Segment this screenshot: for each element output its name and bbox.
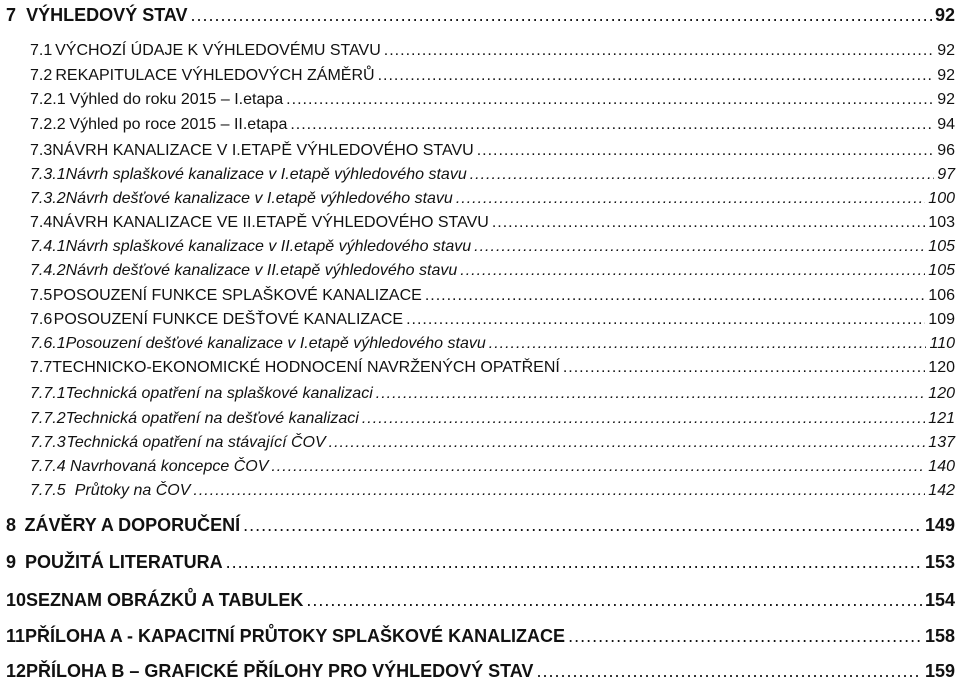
toc-entry[interactable] <box>30 191 955 207</box>
toc-entry-number: 7.2 <box>30 67 53 84</box>
toc-entry[interactable] <box>6 627 955 645</box>
toc-entry-page: 92 <box>937 91 955 108</box>
toc-entry-title: VÝHLEDOVÝ STAV <box>26 5 188 25</box>
toc-entry-title: Výhled po roce 2015 – II.etapa <box>69 116 288 133</box>
toc-entry-page: 110 <box>929 335 955 352</box>
toc-entry-number: 9 <box>6 552 17 572</box>
toc-dot-leader <box>376 386 926 402</box>
toc-entry-page: 92 <box>934 5 955 25</box>
toc-entry-page: 120 <box>928 385 955 402</box>
toc-dot-leader <box>568 627 922 645</box>
toc-entry-title: NÁVRH KANALIZACE V I.ETAPĚ VÝHLEDOVÉHO STAVU <box>52 142 474 159</box>
toc-entry-title: REKAPITULACE VÝHLEDOVÝCH ZÁMĚRŮ <box>55 67 375 84</box>
toc-entry[interactable] <box>30 360 955 376</box>
toc-entry-number: 7.4.2 <box>30 262 66 279</box>
toc-dot-leader <box>477 143 935 159</box>
toc-entry-number: 7 <box>6 5 17 25</box>
toc-entry-page: 103 <box>928 214 955 231</box>
toc-entry-title: Technická opatření na stávající ČOV <box>66 434 326 451</box>
toc-dot-leader <box>243 516 922 534</box>
toc-entry-page: 94 <box>937 116 955 133</box>
toc-dot-leader <box>378 68 935 84</box>
toc-dot-leader <box>290 117 934 133</box>
toc-dot-leader <box>456 191 925 207</box>
toc-entry[interactable] <box>30 336 955 352</box>
toc-entry-title: Návrh dešťové kanalizace v I.etapě výhledového stavu <box>65 190 453 207</box>
toc-entry-number: 7.2.2 <box>30 116 66 133</box>
toc-entry-number: 7.5 <box>30 287 53 304</box>
toc-entry-number: 7.7 <box>30 359 53 376</box>
toc-entry-number: 7.7.3 <box>30 434 66 451</box>
toc-entry-number: 7.4.1 <box>30 238 66 255</box>
toc-entry-page: 96 <box>937 142 955 159</box>
toc-dot-leader <box>563 360 925 376</box>
toc-entry-number: 8 <box>6 515 17 535</box>
toc-entry-page: 158 <box>924 626 955 646</box>
toc-dot-leader <box>193 483 925 499</box>
toc-entry-page: 106 <box>928 287 955 304</box>
toc-entry-page: 149 <box>924 515 955 535</box>
toc-dot-leader <box>460 263 925 279</box>
toc-dot-leader <box>425 288 925 304</box>
toc-entry-title: VÝCHOZÍ ÚDAJE K VÝHLEDOVÉMU STAVU <box>55 42 381 59</box>
toc-entry-number: 7.1 <box>30 42 53 59</box>
toc-entry[interactable] <box>6 591 955 609</box>
toc-entry-title: POUŽITÁ LITERATURA <box>24 552 223 572</box>
toc-entry-title: Navrhovaná koncepce ČOV <box>70 458 269 475</box>
toc-entry-number: 7.4 <box>30 214 53 231</box>
toc-entry-title: POSOUZENÍ FUNKCE SPLAŠKOVÉ KANALIZACE <box>52 287 422 304</box>
toc-entry[interactable] <box>30 263 955 279</box>
toc-entry-title: TECHNICKO-EKONOMICKÉ HODNOCENÍ NAVRŽENÝCH OPATŘENÍ <box>52 359 560 376</box>
toc-entry-page: 153 <box>924 552 955 572</box>
toc-entry-title: SEZNAM OBRÁZKŮ A TABULEK <box>26 590 304 610</box>
toc-entry[interactable] <box>30 215 955 231</box>
toc-dot-leader <box>489 336 927 352</box>
toc-dot-leader <box>226 553 922 571</box>
toc-entry[interactable] <box>6 662 955 680</box>
toc-entry[interactable] <box>30 68 955 84</box>
toc-entry-number: 11 <box>6 626 26 646</box>
toc-dot-leader <box>474 239 925 255</box>
toc-dot-leader <box>384 43 934 59</box>
toc-dot-leader <box>306 591 922 609</box>
toc-entry-page: 92 <box>937 67 955 84</box>
toc-entry[interactable] <box>30 288 955 304</box>
toc-entry-page: 97 <box>937 166 955 183</box>
toc-entry[interactable] <box>30 43 955 59</box>
toc-entry-title: Výhled do roku 2015 – I.etapa <box>69 91 284 108</box>
toc-entry-title: POSOUZENÍ FUNKCE DEŠŤOVÉ KANALIZACE <box>53 311 404 328</box>
toc-entry-title: Návrh splaškové kanalizace v I.etapě výhledového stavu <box>65 166 467 183</box>
toc-entry-title: PŘÍLOHA B – GRAFICKÉ PŘÍLOHY PRO VÝHLEDOVÝ STAV <box>26 661 534 681</box>
toc-entry[interactable] <box>30 167 955 183</box>
toc-entry[interactable] <box>30 386 955 402</box>
toc-entry-number: 12 <box>6 661 27 681</box>
toc-dot-leader <box>329 435 926 451</box>
toc-entry-title: Posouzení dešťové kanalizace v I.etapě výhledového stavu <box>65 335 486 352</box>
toc-entry-page: 121 <box>928 410 955 427</box>
toc-entry-title: ZÁVĚRY A DOPORUČENÍ <box>24 515 241 535</box>
toc-entry-page: 137 <box>928 434 955 451</box>
toc-entry-title: Návrh splaškové kanalizace v II.etapě výhledového stavu <box>65 238 472 255</box>
toc-entry-page: 109 <box>928 311 955 328</box>
toc-dot-leader <box>362 411 925 427</box>
toc-entry-number: 7.6 <box>30 311 53 328</box>
toc-entry[interactable] <box>30 92 955 108</box>
toc-entry-title: Technická opatření na dešťové kanalizaci <box>65 410 359 427</box>
toc-entry-page: 142 <box>928 482 955 499</box>
toc-entry-page: 159 <box>924 661 955 681</box>
toc-dot-leader <box>536 662 922 680</box>
toc-dot-leader <box>286 92 934 108</box>
toc-entry-number: 7.7.4 <box>30 458 66 475</box>
toc-entry[interactable] <box>6 516 955 534</box>
toc-entry-page: 154 <box>924 590 955 610</box>
toc-entry[interactable] <box>30 459 955 475</box>
toc-entry[interactable] <box>30 239 955 255</box>
toc-entry-number: 7.6.1 <box>30 335 66 352</box>
toc-dot-leader <box>271 459 925 475</box>
toc-entry-title: PŘÍLOHA A - KAPACITNÍ PRŮTOKY SPLAŠKOVÉ KANALIZACE <box>25 626 566 646</box>
toc-entry[interactable] <box>30 143 955 159</box>
toc-entry-number: 7.7.1 <box>30 385 66 402</box>
toc-dot-leader <box>191 6 932 24</box>
toc-entry-page: 105 <box>928 262 955 279</box>
toc-dot-leader <box>492 215 925 231</box>
toc-entry-page: 105 <box>928 238 955 255</box>
toc-entry-page: 100 <box>928 190 955 207</box>
toc-entry-number: 10 <box>6 590 27 610</box>
toc-entry-number: 7.7.2 <box>30 410 66 427</box>
toc-entry[interactable] <box>30 483 955 499</box>
toc-entry[interactable] <box>30 312 955 328</box>
toc-entry-number: 7.3.2 <box>30 190 66 207</box>
toc-entry-number: 7.3 <box>30 142 53 159</box>
toc-entry-page: 140 <box>928 458 955 475</box>
toc-entry-title: Průtoky na ČOV <box>74 482 191 499</box>
toc-entry[interactable] <box>6 553 955 571</box>
toc-entry-number: 7.3.1 <box>30 166 66 183</box>
toc-entry-number: 7.2.1 <box>30 91 66 108</box>
toc-entry-number: 7.7.5 <box>30 482 66 499</box>
toc-entry-page: 92 <box>937 42 955 59</box>
toc-entry[interactable] <box>30 411 955 427</box>
toc-entry[interactable] <box>30 435 955 451</box>
toc-dot-leader <box>470 167 934 183</box>
toc-entry-title: Návrh dešťové kanalizace v II.etapě výhledového stavu <box>65 262 458 279</box>
toc-entry[interactable] <box>30 117 955 133</box>
toc-entry[interactable] <box>6 6 955 24</box>
toc-dot-leader <box>406 312 925 328</box>
toc-entry-title: Technická opatření na splaškové kanalizaci <box>65 385 373 402</box>
toc-entry-title: NÁVRH KANALIZACE VE II.ETAPĚ VÝHLEDOVÉHO STAVU <box>52 214 489 231</box>
toc-entry-page: 120 <box>928 359 955 376</box>
